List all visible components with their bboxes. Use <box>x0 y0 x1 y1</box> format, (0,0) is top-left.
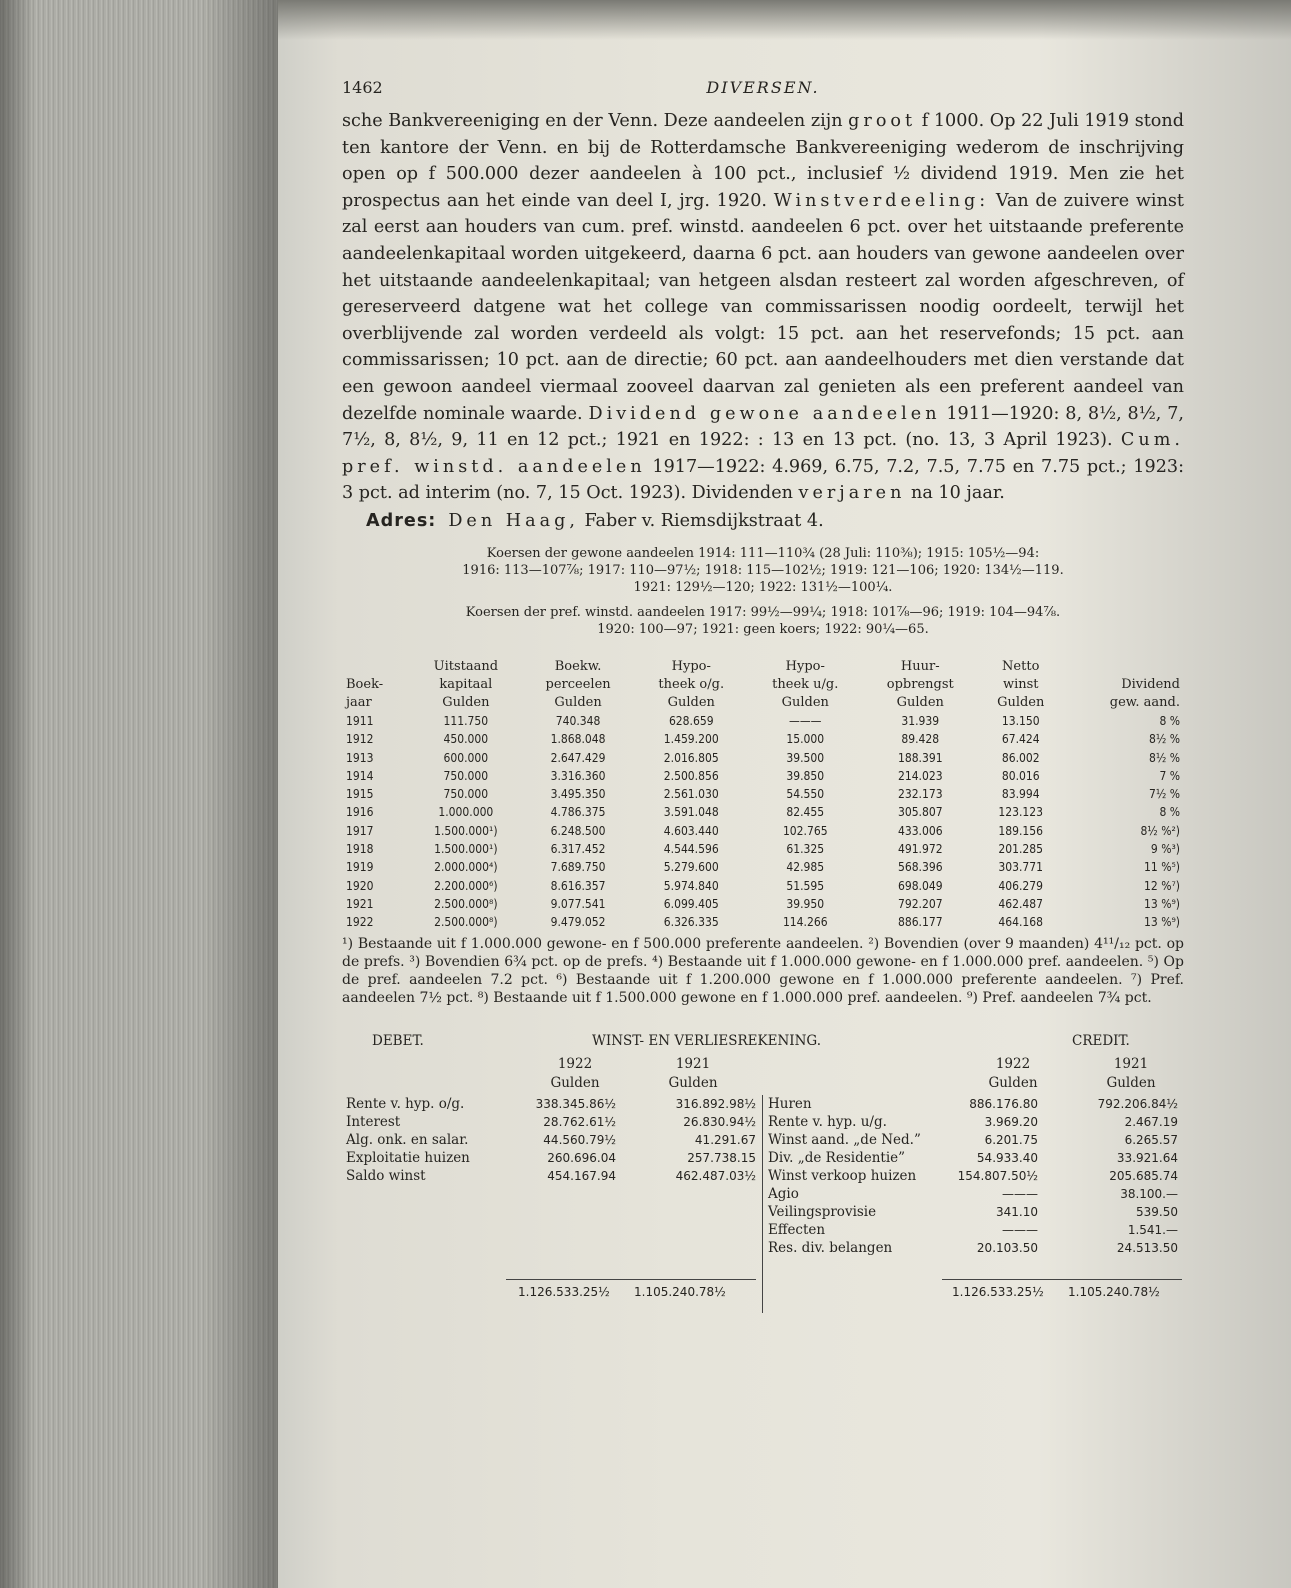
total-credit-1921: 1.105.240.78½ <box>1068 1285 1160 1300</box>
quote-line: 1920: 100—97; 1921: geen koers; 1922: 90¼—65. <box>597 621 929 637</box>
table-cell: 12 %⁷) <box>1144 878 1180 893</box>
table-cell: 5.974.840 <box>663 878 719 893</box>
table-body <box>342 712 1184 932</box>
account-amount: 26.830.94½ <box>683 1115 756 1130</box>
table-cell: 8.616.357 <box>550 878 606 893</box>
account-amount: 462.487.03½ <box>675 1169 756 1184</box>
running-title: DIVERSEN. <box>706 78 820 97</box>
year-head: 1921 Gulden <box>668 1056 718 1092</box>
table-cell: 9.479.052 <box>550 915 606 930</box>
quote-line: 1916: 113—107⅞; 1917: 110—97½; 1918: 115—102½; 1919: 121—106; 1920: 134½—119. <box>462 562 1064 578</box>
account-amount: 33.921.64 <box>1116 1151 1178 1166</box>
table-cell: 464.168 <box>998 915 1044 930</box>
table-row <box>342 877 1184 895</box>
table-cell: 31.939 <box>901 713 940 728</box>
table-cell: 568.396 <box>897 860 943 875</box>
table-cell: 2.500.856 <box>663 768 719 783</box>
table-cell: 13 %⁹) <box>1144 915 1180 930</box>
year-cell: 1921 <box>346 896 374 911</box>
table-cell: ——— <box>789 713 822 728</box>
debit-row <box>342 1149 762 1167</box>
account-amount: 44.560.79½ <box>543 1133 616 1148</box>
year-head: 1922 Gulden <box>550 1056 600 1092</box>
table-cell: 1.459.200 <box>663 732 719 747</box>
account-amount: 6.201.75 <box>984 1133 1038 1148</box>
year-cell: 1916 <box>346 805 374 820</box>
col-header: Uitstaand kapitaal Gulden <box>433 658 499 710</box>
table-row <box>342 840 1184 858</box>
table-row <box>342 858 1184 876</box>
table-cell: 2.500.000⁸) <box>434 896 498 911</box>
table-cell: 2.016.805 <box>663 750 719 765</box>
table-row <box>342 803 1184 821</box>
table-cell: 8 % <box>1159 713 1180 728</box>
table-cell: 8½ % <box>1148 750 1180 765</box>
account-amount: 454.167.94 <box>547 1169 616 1184</box>
account-amount: 539.50 <box>1136 1205 1178 1220</box>
account-amount: 28.762.61½ <box>543 1115 616 1130</box>
table-cell: 8 % <box>1159 805 1180 820</box>
account-label: Agio <box>768 1186 799 1203</box>
text-run: f 1000. Op 22 Juli 1919 stond ten kantore der Venn. en bij de Rotterdamsche Bankvereeniging wederom de inschrijving open op f 500.000 dezer aandeelen à 100 pct., inclusief ½ dividend 1919. Men zie het prospectus aan het einde van deel I, jrg. 1920. <box>342 111 1184 211</box>
table-cell: 13 %⁹) <box>1144 896 1180 911</box>
account-amount: ——— <box>1002 1187 1038 1202</box>
account-label: Saldo winst <box>346 1168 426 1185</box>
table-cell: 114.266 <box>782 915 828 930</box>
account-label: Winst aand. „de Ned.” <box>768 1132 921 1149</box>
quote-line: Koersen der pref. winstd. aandeelen 1917: 99½—99¼; 1918: 101⅞—96; 1919: 104—94⅞. <box>465 604 1061 620</box>
account-amount: 792.206.84½ <box>1097 1097 1178 1112</box>
table-cell: 1.000.000 <box>438 805 494 820</box>
page <box>278 0 1291 1588</box>
debit-row <box>342 1113 762 1131</box>
section-label-cum-pref: Cum. pref. winstd. aandeelen <box>342 430 1184 477</box>
table-cell: 2.000.000⁴) <box>434 860 498 875</box>
body-text <box>342 108 1184 531</box>
total-debit-1921: 1.105.240.78½ <box>634 1285 726 1300</box>
table-cell: 214.023 <box>897 768 943 783</box>
table-cell: 86.002 <box>1001 750 1040 765</box>
credit-side <box>762 1095 1184 1257</box>
year-cell: 1915 <box>346 787 374 802</box>
profit-loss-account <box>342 1033 1184 1303</box>
address-line <box>366 511 1184 531</box>
account-label: Effecten <box>768 1222 826 1239</box>
table-cell: 7.689.750 <box>550 860 606 875</box>
debet-label: DEBET. <box>372 1033 424 1050</box>
table-cell: 303.771 <box>998 860 1044 875</box>
year-cell: 1913 <box>346 750 374 765</box>
table-cell: 201.285 <box>998 841 1044 856</box>
table-cell: 39.850 <box>786 768 825 783</box>
year-cell: 1911 <box>346 713 374 728</box>
table-cell: 15.000 <box>786 732 825 747</box>
table-cell: 600.000 <box>443 750 489 765</box>
account-amount: 257.738.15 <box>687 1151 756 1166</box>
col-header: Netto winst Gulden <box>997 658 1045 710</box>
table-cell: 6.099.405 <box>663 896 719 911</box>
table-cell: 8½ % <box>1148 732 1180 747</box>
table-cell: 3.591.048 <box>663 805 719 820</box>
pl-title: WINST- EN VERLIESREKENING. <box>592 1033 822 1050</box>
table-cell: 83.994 <box>1001 787 1040 802</box>
table-cell: 886.177 <box>897 915 943 930</box>
table-row <box>342 785 1184 803</box>
col-header: Boek- jaar <box>346 676 384 710</box>
account-amount: 260.696.04 <box>547 1151 616 1166</box>
table-cell: 80.016 <box>1001 768 1040 783</box>
quote-line: Koersen der gewone aandeelen 1914: 111—110¾ (28 Juli: 110⅜); 1915: 105½—94: <box>486 545 1040 561</box>
address-street: Faber v. Riemsdijkstraat 4. <box>584 510 824 531</box>
table-cell: 628.659 <box>668 713 714 728</box>
debit-row <box>342 1167 762 1185</box>
table-cell: 6.248.500 <box>550 823 606 838</box>
table-cell: 305.807 <box>897 805 943 820</box>
account-label: Rente v. hyp. o/g. <box>346 1096 465 1113</box>
account-label: Res. div. belangen <box>768 1240 893 1257</box>
table-cell: 7½ % <box>1148 787 1180 802</box>
table-cell: 3.316.360 <box>550 768 606 783</box>
account-amount: 6.265.57 <box>1124 1133 1178 1148</box>
table-cell: 5.279.600 <box>663 860 719 875</box>
account-amount: 1.541.— <box>1127 1223 1178 1238</box>
debit-side <box>342 1095 762 1185</box>
table-row <box>342 895 1184 913</box>
year-head: 1921 Gulden <box>1106 1056 1156 1092</box>
account-label: Exploitatie huizen <box>346 1150 470 1167</box>
table-cell: 698.049 <box>897 878 943 893</box>
debit-row <box>342 1131 762 1149</box>
footnotes: ¹) Bestaande uit f 1.000.000 gewone- en f 500.000 preferente aandeelen. ²) Bovendien (over 9 maanden) 4¹¹/₁₂ pct. op de prefs. ³) Bovendien 6¾ pct. op de prefs. ⁴) Bestaande uit f 1.000.000 gewone- en f 1.000.000 pref. aandeelen. ⁵) Op de pref. aandeelen 7.2 pct. ⁶) Bestaande uit f 1.200.000 gewone en f 1.000.000 preferente aandeelen. ⁷) Pref. aandeelen 7½ pct. ⁸) Bestaande uit f 1.500.000 gewone en f 1.000.000 pref. aandeelen. ⁹) Pref. aandeelen 7¾ pct. <box>342 936 1184 1007</box>
table-cell: 61.325 <box>786 841 825 856</box>
table-cell: 792.207 <box>897 896 943 911</box>
col-header: Hypo- theek o/g. Gulden <box>658 658 725 710</box>
account-amount: 316.892.98½ <box>675 1097 756 1112</box>
section-label-winstverdeeling: Winstverdeeling: <box>773 190 990 211</box>
table-cell: 102.765 <box>782 823 828 838</box>
credit-row <box>762 1113 1184 1131</box>
total-rule-debit <box>506 1279 756 1280</box>
credit-row <box>762 1131 1184 1149</box>
section-label-dividend: Dividend gewone aandeelen <box>588 403 941 424</box>
text-run: Van de zuivere winst zal eerst aan houders van cum. pref. winstd. aandeelen 6 pct. over het uitstaande preferente aandeelenkapitaal worden uitgekeerd, daarna 6 pct. aan houders van gewone aandeelen over het uitstaande aandeelenkapitaal; van hetgeen alsdan resteert zal worden afgeschreven, of gereserveerd datgene wat het college van commissarissen noodig oordeelt, terwijl het overblijvende zal worden verdeeld als volgt: 15 pct. aan het reservefonds; 15 pct. aan commissarissen; 10 pct. aan de directie; 60 pct. aan aandeelhouders met dien verstande dat een gewoon aandeel viermaal zooveel daarvan zal genieten als een preferent aandeel van dezelfde nominale waarde. <box>342 190 1184 424</box>
account-amount: 154.807.50½ <box>957 1169 1038 1184</box>
address-city: Den Haag, <box>448 510 579 531</box>
table-cell: 750.000 <box>443 768 489 783</box>
account-amount: 20.103.50 <box>976 1241 1038 1256</box>
table-cell: 433.006 <box>897 823 943 838</box>
table-row <box>342 749 1184 767</box>
running-header <box>342 72 1184 108</box>
page-content <box>342 72 1184 1303</box>
table-cell: 7 % <box>1159 768 1180 783</box>
year-cell: 1912 <box>346 732 374 747</box>
account-label: Winst verkoop huizen <box>768 1168 917 1185</box>
table-cell: 1.500.000¹) <box>434 841 498 856</box>
account-amount: 886.176.80 <box>969 1097 1038 1112</box>
book-page-edges <box>0 0 290 1588</box>
account-amount: 41.291.67 <box>694 1133 756 1148</box>
text-run: 1911—1920: 8, 8½, 8½, 7, 7½, 8, 8½, 9, 11 en 12 pct.; 1921 en 1922: : 13 en 13 pct. (no. 13, 3 April 1923). <box>342 403 1184 451</box>
account-amount: ——— <box>1002 1223 1038 1238</box>
year-cell: 1922 <box>346 915 374 930</box>
table-cell: 750.000 <box>443 787 489 802</box>
credit-row <box>762 1185 1184 1203</box>
year-cell: 1919 <box>346 860 374 875</box>
table-cell: 8½ %²) <box>1140 823 1180 838</box>
table-cell: 4.544.596 <box>663 841 719 856</box>
col-header: Dividend gew. aand. <box>1109 676 1180 710</box>
account-label: Veilingsprovisie <box>768 1204 877 1221</box>
text-run-spaced: groot <box>848 111 917 131</box>
credit-row <box>762 1095 1184 1113</box>
account-label: Rente v. hyp. u/g. <box>768 1114 887 1131</box>
account-amount: 24.513.50 <box>1116 1241 1178 1256</box>
table-cell: 9.077.541 <box>550 896 606 911</box>
table-cell: 1.868.048 <box>550 732 606 747</box>
text-run: 1917—1922: 4.969, 6.75, 7.2, 7.5, 7.75 en 7.75 pct.; 1923: 3 pct. ad interim (no. 7, 15 Oct. 1923). Dividenden <box>342 456 1185 504</box>
table-row <box>342 730 1184 748</box>
account-amount: 54.933.40 <box>976 1151 1038 1166</box>
table-cell: 462.487 <box>998 896 1044 911</box>
table-cell: 123.123 <box>998 805 1044 820</box>
year-cell: 1917 <box>346 823 374 838</box>
credit-row <box>762 1203 1184 1221</box>
table-cell: 188.391 <box>897 750 943 765</box>
table-cell: 67.424 <box>1001 732 1040 747</box>
share-prices-ordinary <box>342 545 1184 596</box>
table-cell: 89.428 <box>901 732 940 747</box>
table-cell: 54.550 <box>786 787 825 802</box>
table-cell: 740.348 <box>555 713 601 728</box>
credit-row <box>762 1167 1184 1185</box>
table-cell: 9 %³) <box>1150 841 1180 856</box>
table-cell: 3.495.350 <box>550 787 606 802</box>
table-cell: 39.950 <box>786 896 825 911</box>
address-label: Adres: <box>366 510 437 531</box>
credit-label: CREDIT. <box>1072 1033 1130 1050</box>
total-debit-1922: 1.126.533.25½ <box>518 1285 610 1300</box>
debit-row <box>342 1095 762 1113</box>
table-cell: 39.500 <box>786 750 825 765</box>
table-cell: 1.500.000¹) <box>434 823 498 838</box>
pl-column-heads <box>342 1055 1184 1095</box>
table-cell: 6.326.335 <box>663 915 719 930</box>
company-paragraph <box>342 108 1184 507</box>
account-label: Interest <box>346 1114 401 1131</box>
col-header: Boekw. perceelen Gulden <box>545 658 611 710</box>
table-cell: 11 %⁵) <box>1144 860 1180 875</box>
pl-heading <box>342 1033 1184 1055</box>
share-prices-preference <box>342 604 1184 638</box>
table-cell: 2.561.030 <box>663 787 719 802</box>
account-amount: 38.100.— <box>1120 1187 1178 1202</box>
total-rule-credit <box>942 1279 1182 1280</box>
account-amount: 3.969.20 <box>984 1115 1038 1130</box>
credit-row <box>762 1149 1184 1167</box>
table-cell: 2.500.000⁸) <box>434 915 498 930</box>
quote-line: 1921: 129½—120; 1922: 131½—100¼. <box>633 579 893 595</box>
account-amount: 2.467.19 <box>1124 1115 1178 1130</box>
table-cell: 450.000 <box>443 732 489 747</box>
year-cell: 1918 <box>346 841 374 856</box>
year-cell: 1914 <box>346 768 374 783</box>
account-label: Alg. onk. en salar. <box>346 1132 469 1149</box>
table-cell: 491.972 <box>897 841 943 856</box>
year-head: 1922 Gulden <box>988 1056 1038 1092</box>
table-cell: 6.317.452 <box>550 841 606 856</box>
table-cell: 51.595 <box>786 878 825 893</box>
total-credit-1922: 1.126.533.25½ <box>952 1285 1044 1300</box>
text-run: na 10 jaar. <box>905 483 1005 504</box>
table-cell: 2.647.429 <box>550 750 606 765</box>
col-header: Huur- opbrengst Gulden <box>886 658 954 710</box>
table-row <box>342 822 1184 840</box>
table-row <box>342 913 1184 931</box>
table-cell: 232.173 <box>897 787 943 802</box>
table-row <box>342 712 1184 730</box>
year-cell: 1920 <box>346 878 374 893</box>
account-amount: 341.10 <box>996 1205 1038 1220</box>
table-cell: 4.786.375 <box>550 805 606 820</box>
text-run-spaced: verjaren <box>798 483 906 504</box>
account-label: Div. „de Residentie” <box>768 1150 906 1167</box>
account-amount: 338.345.86½ <box>535 1097 616 1112</box>
table-cell: 13.150 <box>1001 713 1040 728</box>
table-cell: 189.156 <box>998 823 1044 838</box>
account-amount: 205.685.74 <box>1109 1169 1178 1184</box>
table-cell: 2.200.000⁶) <box>434 878 498 893</box>
table-cell: 42.985 <box>786 860 825 875</box>
credit-row <box>762 1221 1184 1239</box>
table-cell: 111.750 <box>443 713 489 728</box>
table-cell: 4.603.440 <box>663 823 719 838</box>
table-cell: 82.455 <box>786 805 825 820</box>
page-number: 1462 <box>342 78 383 97</box>
text-run: sche Bankvereeniging en der Venn. Deze aandeelen zijn <box>342 111 849 131</box>
col-header: Hypo- theek u/g. Gulden <box>772 658 839 710</box>
table-header-row <box>342 658 1184 712</box>
table-cell: 406.279 <box>998 878 1044 893</box>
table-row <box>342 767 1184 785</box>
account-label: Huren <box>768 1096 812 1113</box>
credit-row <box>762 1239 1184 1257</box>
financial-table <box>342 658 1184 932</box>
